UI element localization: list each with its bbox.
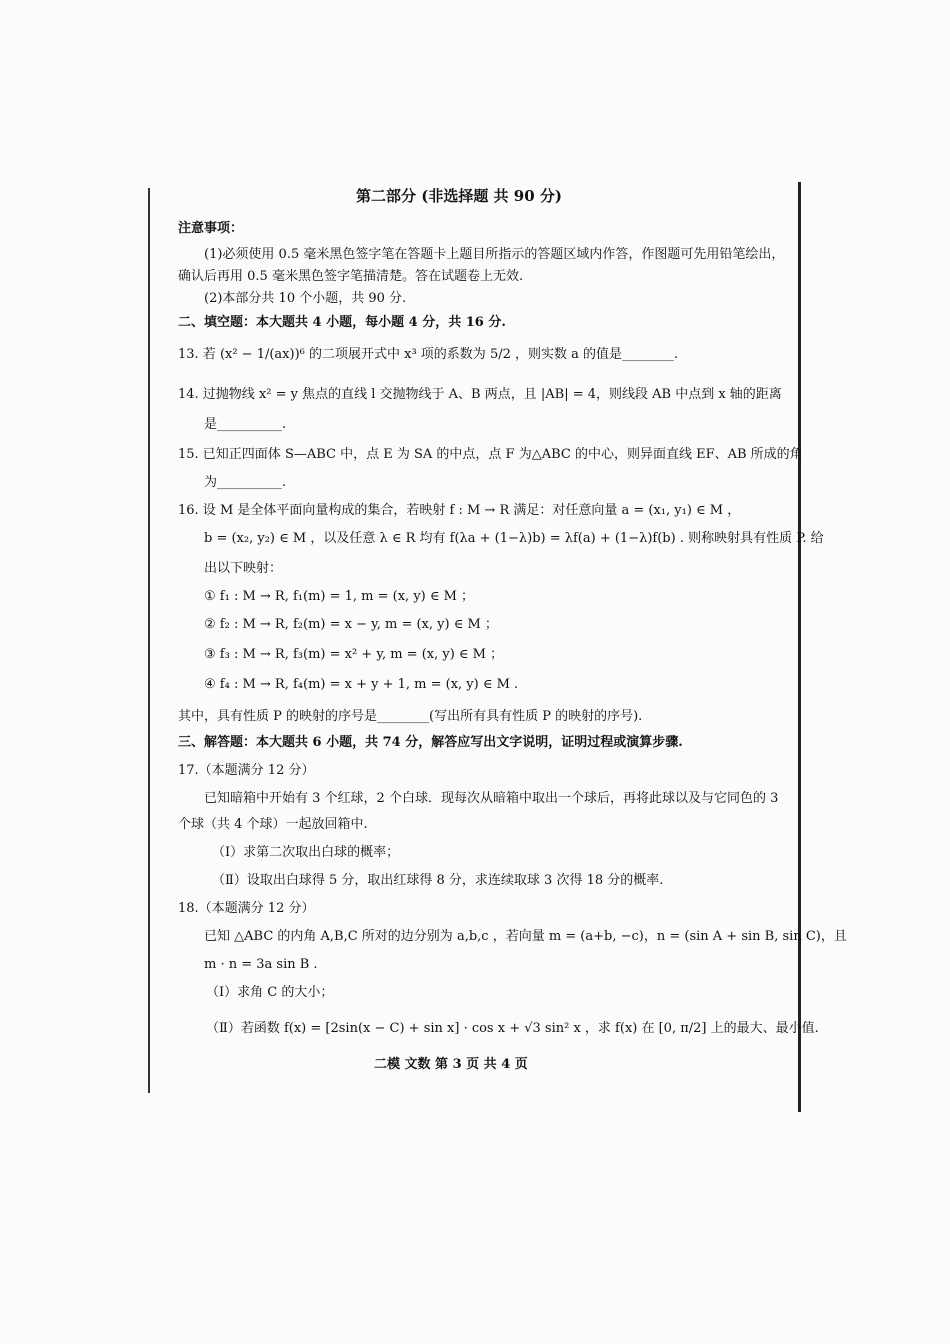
notes-item1-line2: 确认后再用 0.5 毫米黑色签字笔描清楚。答在试题卷上无效. [178, 269, 524, 284]
part-heading: 第二部分 (非选择题 共 90 分) [356, 187, 562, 205]
question-16-mapping-4: ④ f₄ : M → R, f₄(m) = x + y + 1, m = (x, y) ∈ M . [204, 677, 519, 692]
question-15-line1: 15. 已知正四面体 S—ABC 中，点 E 为 SA 的中点，点 F 为△ABC 的中心，则异面直线 EF、AB 所成的角 [178, 447, 803, 462]
question-17-part2: （Ⅱ）设取出白球得 5 分，取出红球得 8 分，求连续取球 3 次得 18 分的概率. [212, 873, 664, 888]
question-17-part1: （Ⅰ）求第二次取出白球的概率； [212, 845, 400, 860]
notes-item1-line1: (1)必须使用 0.5 毫米黑色签字笔在答题卡上题目所指示的答题区域内作答，作图题可先用铅笔绘出， [204, 247, 785, 262]
question-16-line2: b = (x₂, y₂) ∈ M ，以及任意 λ ∈ R 均有 f(λa + (1−λ)b) = λf(a) + (1−λ)f(b) . 则称映射具有性质 P. 给 [204, 531, 824, 546]
question-18-line1: 已知 △ABC 的内角 A,B,C 所对的边分别为 a,b,c ，若向量 m = (a+b, −c)，n = (sin A + sin B, sin C)，且 [204, 929, 847, 944]
question-18-heading: 18.（本题满分 12 分） [178, 901, 315, 916]
question-16-line1: 16. 设 M 是全体平面向量构成的集合，若映射 f : M → R 满足：对任意向量 a = (x₁, y₁) ∈ M ， [178, 503, 741, 518]
left-border-line [148, 188, 150, 1093]
question-17-heading: 17.（本题满分 12 分） [178, 763, 315, 778]
question-18-part1: （Ⅰ）求角 C 的大小； [206, 985, 334, 1000]
question-16-mapping-2: ② f₂ : M → R, f₂(m) = x − y, m = (x, y) ∈ M ； [204, 617, 498, 632]
question-17-line2: 个球（共 4 个球）一起放回箱中. [178, 817, 368, 832]
question-13: 13. 若 (x² − 1/(ax))⁶ 的二项展开式中 x³ 项的系数为 5/2 ，则实数 a 的值是________. [178, 347, 679, 362]
question-18-part2: （Ⅱ）若函数 f(x) = [2sin(x − C) + sin x] · cos x + √3 sin² x ，求 f(x) 在 [0, π/2] 上的最大、最小值. [206, 1021, 819, 1036]
page-footer: 二模 文数 第 3 页 共 4 页 [374, 1057, 528, 1072]
question-18-line2: m · n = 3a sin B . [204, 957, 318, 972]
question-17-line1: 已知暗箱中开始有 3 个红球，2 个白球．现每次从暗箱中取出一个球后，再将此球以及与它同色的 3 [204, 791, 779, 806]
section-fill-in-heading: 二、填空题：本大题共 4 小题，每小题 4 分，共 16 分. [178, 315, 506, 330]
question-16-line3: 出以下映射： [204, 561, 283, 576]
notes-title: 注意事项： [178, 221, 244, 236]
question-16-mapping-1: ① f₁ : M → R, f₁(m) = 1, m = (x, y) ∈ M ； [204, 589, 475, 604]
question-15-line2: 为__________. [204, 475, 287, 490]
right-border-line [798, 182, 801, 1112]
notes-item2: (2)本部分共 10 个小题，共 90 分. [204, 291, 407, 306]
section-solutions-heading: 三、解答题：本大题共 6 小题，共 74 分，解答应写出文字说明，证明过程或演算步骤. [178, 735, 683, 750]
question-14-line2: 是__________. [204, 417, 287, 432]
question-16-mapping-3: ③ f₃ : M → R, f₃(m) = x² + y, m = (x, y) ∈ M ； [204, 647, 504, 662]
question-16-answer-line: 其中，具有性质 P 的映射的序号是________(写出所有具有性质 P 的映射的序号). [178, 709, 643, 724]
question-14-line1: 14. 过抛物线 x² = y 焦点的直线 l 交抛物线于 A、B 两点，且 |AB| = 4，则线段 AB 中点到 x 轴的距离 [178, 387, 782, 402]
